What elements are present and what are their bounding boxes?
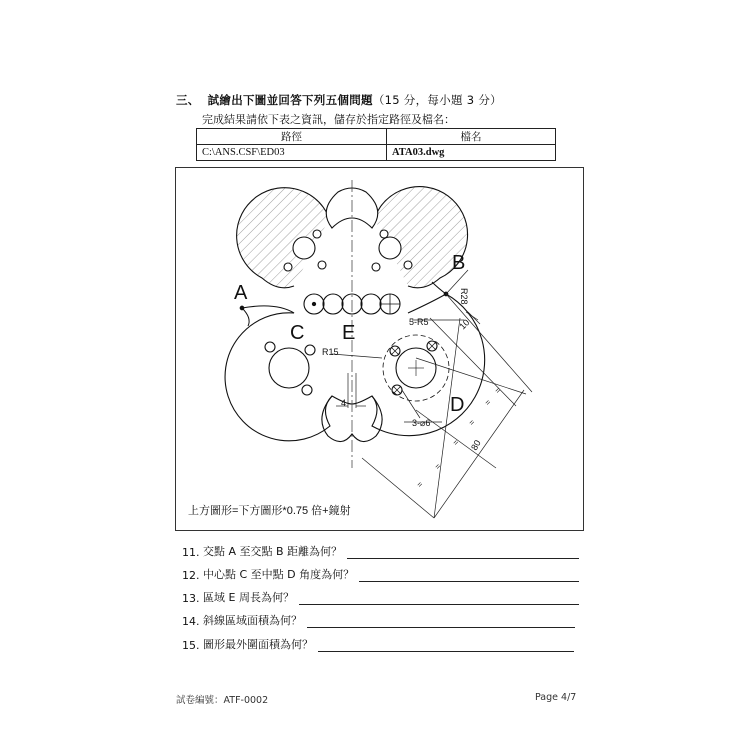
table-header-filename: 檔名 <box>387 129 556 145</box>
section-title: 試繪出下圖並回答下列五個問題 <box>207 93 373 107</box>
label-b: B <box>452 252 466 274</box>
section-points: （15 分，每小題 3 分） <box>372 93 502 107</box>
dim-equal-6: = <box>415 479 425 490</box>
question-13: 13. 區域 E 周長為何？ <box>182 589 579 605</box>
label-d: D <box>450 394 465 416</box>
label-a: A <box>234 282 248 304</box>
answer-line-15[interactable] <box>318 641 574 652</box>
section-heading <box>176 92 502 108</box>
lower-right-lobe <box>372 294 485 436</box>
table-header-path: 路徑 <box>197 129 387 145</box>
dim-equal-5: = <box>433 461 443 472</box>
label-e: E <box>342 322 356 344</box>
page-number: Page 4/7 <box>535 692 577 703</box>
drawing-note: 上方圖形=下方圖形*0.75 倍+鏡射 <box>188 505 351 517</box>
dim-equal-1: = <box>493 385 503 396</box>
table-cell-filename: ATA03.dwg <box>387 145 556 161</box>
section-number: 三、 <box>176 93 200 107</box>
drawing-svg <box>176 168 583 530</box>
dim-r28: R28 <box>459 288 469 305</box>
answer-line-13[interactable] <box>299 594 579 605</box>
dim-equal-2: = <box>483 397 493 408</box>
dim-10: 10 <box>457 317 472 332</box>
dim-4: 4 <box>341 398 347 408</box>
answer-line-11[interactable] <box>347 548 579 559</box>
answer-line-14[interactable] <box>307 617 575 628</box>
section-instruction: 完成結果請依下表之資訊，儲存於指定路徑及檔名： <box>202 113 455 126</box>
upper-left-lobe <box>237 188 340 288</box>
dim-equal-4: = <box>451 437 461 448</box>
table-cell-path: C:\ANS.CSF\ED03 <box>197 145 387 161</box>
file-info-table <box>196 128 556 161</box>
lower-left-lobe <box>225 306 332 441</box>
answer-line-12[interactable] <box>359 571 579 582</box>
label-c: C <box>290 322 305 344</box>
technical-drawing <box>175 167 584 531</box>
dim-equal-3: = <box>467 417 477 428</box>
question-14: 14. 斜線區域面積為何？ <box>182 612 575 628</box>
dim-r15: R15 <box>322 347 339 357</box>
question-11: 11. 交點 A 至交點 B 距離為何？ <box>182 543 579 559</box>
exam-code: 試卷編號：ATF-0002 <box>176 695 269 706</box>
question-15: 15. 圖形最外圍面積為何？ <box>182 636 574 652</box>
dim-80: 80 <box>469 438 483 452</box>
dim-3-d6: 3-⌀6 <box>412 418 431 428</box>
dim-5-r5: 5-R5 <box>409 317 429 327</box>
question-12: 12. 中心點 C 至中點 D 角度為何？ <box>182 566 579 582</box>
